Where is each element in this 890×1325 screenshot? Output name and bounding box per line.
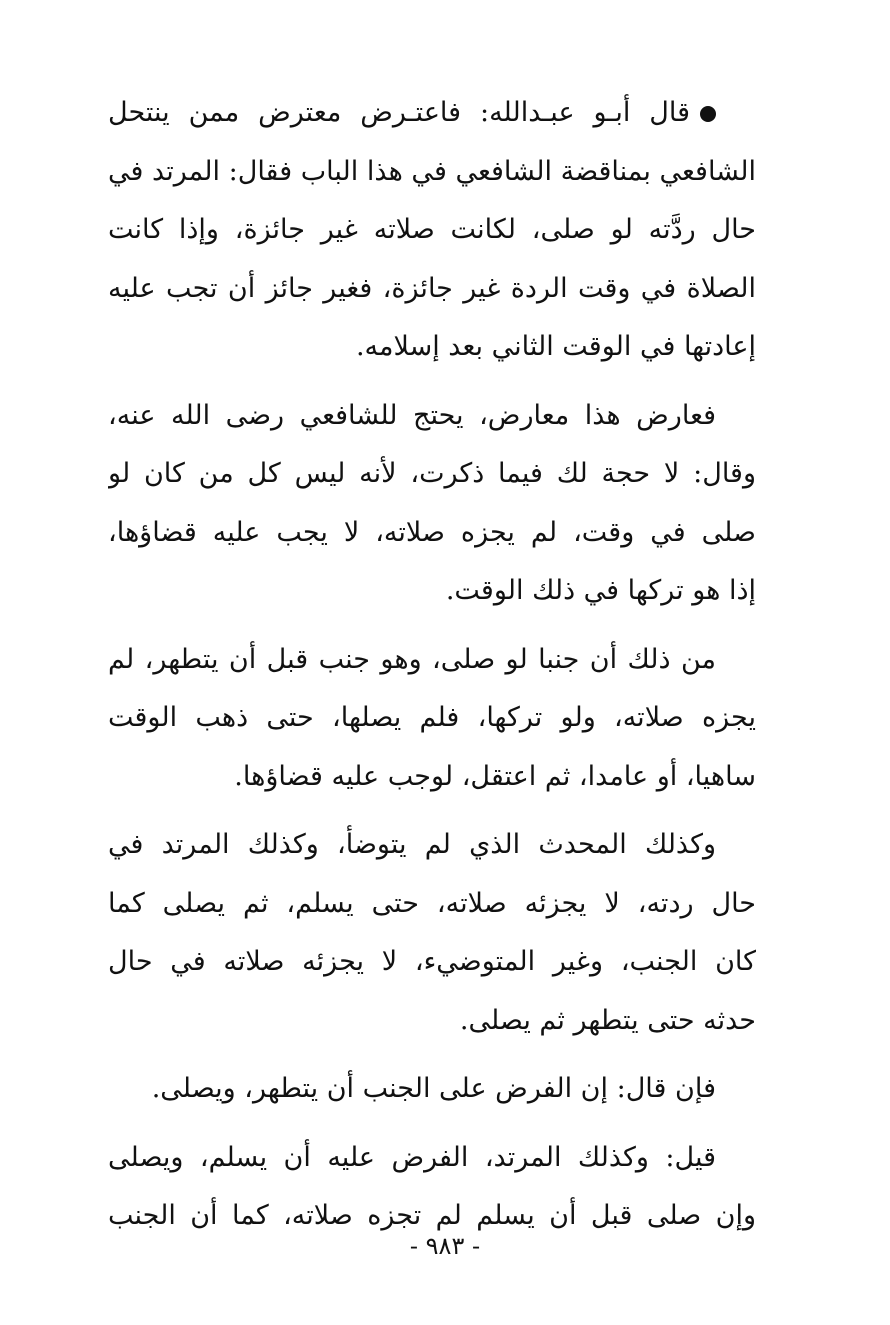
page-number: - ٩٨٣ - xyxy=(409,1232,481,1260)
bullet-icon xyxy=(700,106,716,122)
page-body xyxy=(108,84,756,1256)
paragraph-3 xyxy=(108,631,756,807)
text-line: فعارض هذا معارض، يحتج للشافعي رضى الله عنه، xyxy=(108,399,716,431)
text-line: حال ردَّته لو صلى، لكانت صلاته غير جائزة، وإذا كانت xyxy=(108,214,756,245)
text-line: فإن قال: إن الفرض على الجنب أن يتطهر، ويصلى. xyxy=(151,1073,716,1104)
text-line: كان الجنب، وغير المتوضيء، لا يجزئه صلاته في حال xyxy=(108,946,756,977)
text-line: إعادتها في الوقت الثاني بعد إسلامه. xyxy=(355,331,756,362)
text-line: إذا هو تركها في ذلك الوقت. xyxy=(445,575,756,606)
text-line: حال ردته، لا يجزئه صلاته، حتى يسلم، ثم يصلى كما xyxy=(108,887,756,919)
paragraph-6 xyxy=(108,1129,756,1246)
text-line: وقال: لا حجة لك فيما ذكرت، لأنه ليس كل من كان لو xyxy=(108,458,756,489)
text-line: وكذلك المحدث الذي لم يتوضأ، وكذلك المرتد في xyxy=(108,829,716,860)
paragraph-1 xyxy=(108,84,756,377)
text-line: يجزه صلاته، ولو تركها، فلم يصلها، حتى ذهب الوقت xyxy=(108,702,756,733)
paragraph-2 xyxy=(108,387,756,621)
text-line: قيل: وكذلك المرتد، الفرض عليه أن يسلم، ويصلى xyxy=(108,1141,716,1173)
text-line xyxy=(108,84,756,143)
text-line: ساهيا، أو عامدا، ثم اعتقل، لوجب عليه قضاؤها. xyxy=(234,760,756,792)
text-line: وإن صلى قبل أن يسلم لم تجزه صلاته، كما أن الجنب xyxy=(108,1200,756,1231)
text-line-content: قال أبـو عبـدالله: فاعتـرض معترض ممن ينتحل xyxy=(108,97,690,128)
text-line: من ذلك أن جنبا لو صلى، وهو جنب قبل أن يتطهر، لم xyxy=(108,643,716,675)
text-line: حدثه حتى يتطهر ثم يصلى. xyxy=(459,1004,756,1036)
text-line: الصلاة في وقت الردة غير جائزة، فغير جائز أن تجب عليه xyxy=(108,272,756,304)
text-line: الشافعي بمناقضة الشافعي في هذا الباب فقال: المرتد في xyxy=(108,155,756,187)
paragraph-5 xyxy=(108,1060,756,1119)
text-line: صلى في وقت، لم يجزه صلاته، لا يجب عليه قضاؤها، xyxy=(108,516,756,548)
paragraph-4 xyxy=(108,816,756,1050)
